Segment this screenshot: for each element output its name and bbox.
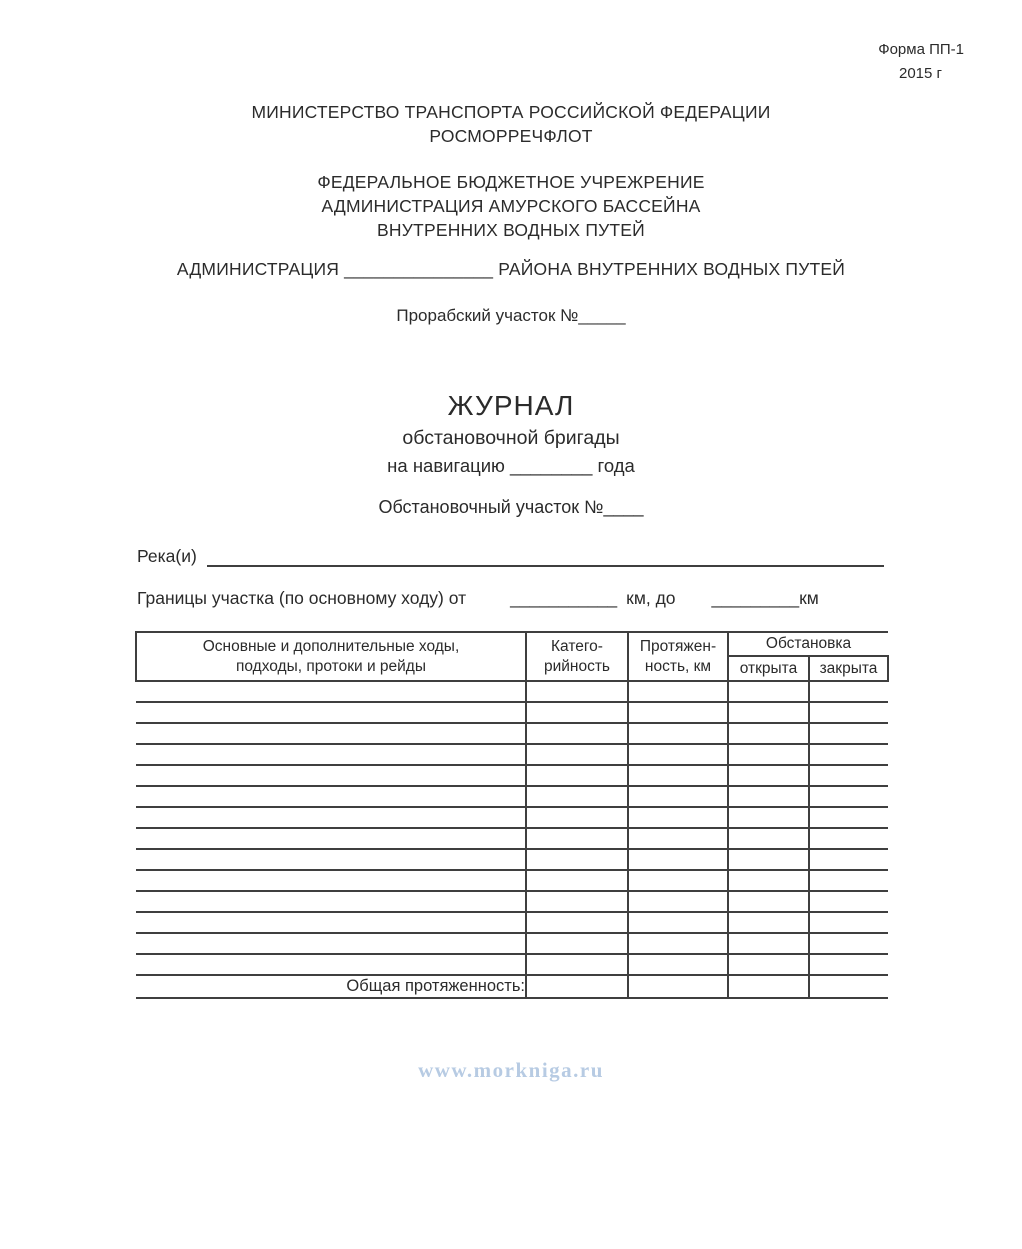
col-routes-header-line2: подходы, протоки и рейды	[235, 657, 426, 675]
col-routes-header-line1: Основные и дополнительные ходы,	[202, 637, 460, 655]
boundaries-field	[137, 588, 819, 609]
empty-category-cell	[526, 954, 628, 975]
empty-routes-cell	[136, 954, 526, 975]
empty-category-cell	[526, 870, 628, 891]
empty-routes-cell	[136, 702, 526, 723]
empty-length-cell	[628, 807, 728, 828]
empty-open-cell	[728, 723, 809, 744]
boundary-from-blank: ___________	[510, 588, 618, 608]
form-code-line: Форма ПП-1	[878, 41, 964, 58]
situation-site-line: Обстановочный участок №____	[378, 497, 644, 517]
empty-open-cell	[728, 681, 809, 702]
journal-subtitle: обстановочной бригады	[402, 427, 620, 449]
table-empty-row	[136, 807, 888, 828]
empty-length-cell	[628, 933, 728, 954]
table-empty-row	[136, 744, 888, 765]
table-empty-row	[136, 933, 888, 954]
total-closed-cell	[809, 975, 888, 998]
empty-routes-cell	[136, 765, 526, 786]
table-empty-row	[136, 702, 888, 723]
empty-category-cell	[526, 807, 628, 828]
empty-closed-cell	[809, 828, 888, 849]
table-empty-row	[136, 870, 888, 891]
empty-length-cell	[628, 786, 728, 807]
watermark: www.morkniga.ru	[418, 1058, 604, 1082]
table-body	[136, 681, 888, 998]
total-length-cell	[628, 975, 728, 998]
empty-open-cell	[728, 954, 809, 975]
empty-open-cell	[728, 849, 809, 870]
empty-closed-cell	[809, 786, 888, 807]
river-label: Река(и)	[137, 546, 197, 566]
table-empty-row	[136, 954, 888, 975]
empty-routes-cell	[136, 723, 526, 744]
empty-length-cell	[628, 828, 728, 849]
table-header	[136, 632, 888, 681]
table-empty-row	[136, 828, 888, 849]
empty-category-cell	[526, 933, 628, 954]
institution-line-2: АДМИНИСТРАЦИЯ АМУРСКОГО БАССЕЙНА	[321, 196, 701, 216]
col-category-header-line1: Катего-	[551, 637, 603, 655]
empty-length-cell	[628, 744, 728, 765]
empty-category-cell	[526, 744, 628, 765]
total-row	[136, 975, 888, 998]
table-empty-row	[136, 912, 888, 933]
col-situation-header: Обстановка	[728, 632, 888, 656]
table-empty-row	[136, 786, 888, 807]
empty-routes-cell	[136, 807, 526, 828]
empty-open-cell	[728, 786, 809, 807]
empty-length-cell	[628, 681, 728, 702]
empty-category-cell	[526, 723, 628, 744]
empty-closed-cell	[809, 807, 888, 828]
institution-line-1: ФЕДЕРАЛЬНОЕ БЮДЖЕТНОЕ УЧРЕЖРЕНИЕ	[317, 172, 705, 192]
empty-open-cell	[728, 807, 809, 828]
boundary-to-blank: _________	[711, 588, 800, 608]
empty-closed-cell	[809, 702, 888, 723]
empty-category-cell	[526, 912, 628, 933]
col-length-header-line2: ность, км	[644, 657, 712, 675]
empty-closed-cell	[809, 870, 888, 891]
empty-routes-cell	[136, 912, 526, 933]
empty-closed-cell	[809, 723, 888, 744]
col-length-header-line1: Протяжен-	[639, 637, 717, 655]
empty-closed-cell	[809, 765, 888, 786]
empty-routes-cell	[136, 849, 526, 870]
empty-routes-cell	[136, 870, 526, 891]
total-category-cell	[526, 975, 628, 998]
empty-closed-cell	[809, 681, 888, 702]
administration-line: АДМИНИСТРАЦИЯ _______________ РАЙОНА ВНУТРЕННИХ ВОДНЫХ ПУТЕЙ	[176, 259, 846, 279]
prorab-site-line: Прорабский участок №_____	[396, 306, 626, 325]
empty-routes-cell	[136, 744, 526, 765]
form-year-line: 2015 г	[898, 65, 942, 82]
empty-closed-cell	[809, 912, 888, 933]
empty-length-cell	[628, 765, 728, 786]
navigation-year-line: на навигацию ________ года	[387, 455, 635, 476]
empty-open-cell	[728, 912, 809, 933]
empty-open-cell	[728, 702, 809, 723]
table-empty-row	[136, 765, 888, 786]
empty-routes-cell	[136, 786, 526, 807]
empty-category-cell	[526, 681, 628, 702]
empty-open-cell	[728, 933, 809, 954]
routes-table	[135, 631, 889, 999]
empty-category-cell	[526, 849, 628, 870]
ministry-header	[0, 100, 1022, 148]
total-label: Общая протяженность:	[136, 975, 526, 998]
journal-title-block	[0, 392, 1022, 479]
ministry-line-2: РОСМОРРЕЧФЛОТ	[429, 126, 593, 146]
col-closed-header: закрыта	[809, 656, 888, 681]
empty-open-cell	[728, 744, 809, 765]
empty-routes-cell	[136, 681, 526, 702]
empty-open-cell	[728, 891, 809, 912]
km-do-label: км, до	[626, 588, 676, 608]
col-open-header: открыта	[728, 656, 809, 681]
empty-length-cell	[628, 723, 728, 744]
empty-category-cell	[526, 765, 628, 786]
journal-title: ЖУРНАЛ	[447, 390, 575, 421]
col-category-header	[526, 632, 628, 681]
empty-closed-cell	[809, 744, 888, 765]
empty-open-cell	[728, 828, 809, 849]
river-blank-line	[207, 545, 884, 567]
empty-open-cell	[728, 870, 809, 891]
empty-length-cell	[628, 891, 728, 912]
institution-line-3: ВНУТРЕННИХ ВОДНЫХ ПУТЕЙ	[377, 220, 645, 240]
empty-routes-cell	[136, 933, 526, 954]
empty-routes-cell	[136, 828, 526, 849]
empty-closed-cell	[809, 891, 888, 912]
empty-length-cell	[628, 849, 728, 870]
km-label: км	[799, 588, 819, 608]
empty-routes-cell	[136, 891, 526, 912]
table-empty-row	[136, 891, 888, 912]
empty-length-cell	[628, 702, 728, 723]
empty-closed-cell	[809, 849, 888, 870]
empty-length-cell	[628, 912, 728, 933]
col-routes-header	[136, 632, 526, 681]
empty-category-cell	[526, 891, 628, 912]
empty-open-cell	[728, 765, 809, 786]
table-empty-row	[136, 723, 888, 744]
empty-closed-cell	[809, 954, 888, 975]
table-empty-row	[136, 681, 888, 702]
table-empty-row	[136, 849, 888, 870]
col-length-header	[628, 632, 728, 681]
total-open-cell	[728, 975, 809, 998]
institution-header	[0, 170, 1022, 242]
empty-closed-cell	[809, 933, 888, 954]
boundaries-label: Границы участка (по основному ходу) от	[137, 588, 467, 608]
col-category-header-line2: рийность	[543, 657, 611, 675]
empty-category-cell	[526, 828, 628, 849]
empty-length-cell	[628, 954, 728, 975]
empty-category-cell	[526, 786, 628, 807]
empty-length-cell	[628, 870, 728, 891]
empty-category-cell	[526, 702, 628, 723]
ministry-line-1: МИНИСТЕРСТВО ТРАНСПОРТА РОССИЙСКОЙ ФЕДЕРАЦИИ	[251, 102, 771, 122]
river-field	[137, 545, 884, 567]
form-code	[878, 38, 964, 86]
